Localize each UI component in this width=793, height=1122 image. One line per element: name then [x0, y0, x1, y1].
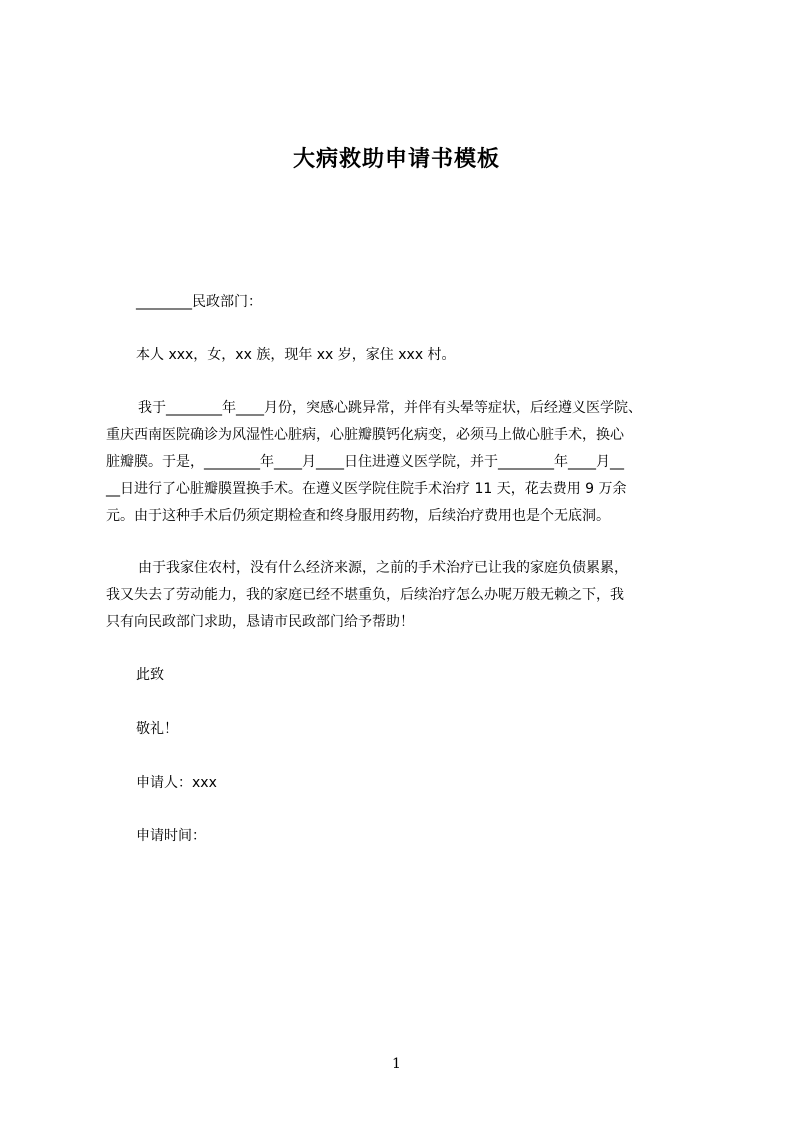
application-date-line: 申请时间：: [136, 828, 206, 844]
applicant-line: 申请人：xxx: [136, 775, 217, 791]
para1-line: 我于________年____月份，突感心跳异常，并伴有头晕等症状，后经遵义医学院、: [138, 400, 642, 416]
closing-jingli: 敬礼！: [136, 721, 178, 737]
para1-line: 元。由于这种手术后仍须定期检查和终身服用药物，后续治疗费用也是个无底洞。: [106, 508, 610, 524]
para2-line: 只有向民政部门求助，恳请市民政部门给予帮助！: [106, 614, 414, 630]
para1-line: 重庆西南医院确诊为风湿性心脏病，心脏瓣膜钙化病变，必须马上做心脏手术，换心: [106, 427, 624, 443]
para2-line: 由于我家住农村，没有什么经济来源，之前的手术治疗已让我的家庭负债累累，: [138, 560, 628, 576]
document-title: 大病救助申请书模板: [292, 147, 500, 172]
para1-line: __日进行了心脏瓣膜置换手术。在遵义医学院住院手术治疗 11 天，花去费用 9 万余: [106, 481, 627, 497]
page-number: 1: [392, 1056, 401, 1072]
intro-paragraph: 本人 xxx，女，xx 族，现年 xx 岁，家住 xxx 村。: [136, 347, 456, 363]
para1-line: 脏瓣膜。于是，________年____月____日住进遵义医学院，并于________年____月__: [106, 454, 624, 470]
salutation: ________民政部门：: [136, 294, 262, 310]
closing-cizhi: 此致: [136, 667, 164, 683]
para2-line: 我又失去了劳动能力，我的家庭已经不堪重负，后续治疗怎么办呢万般无赖之下，我: [106, 587, 624, 603]
